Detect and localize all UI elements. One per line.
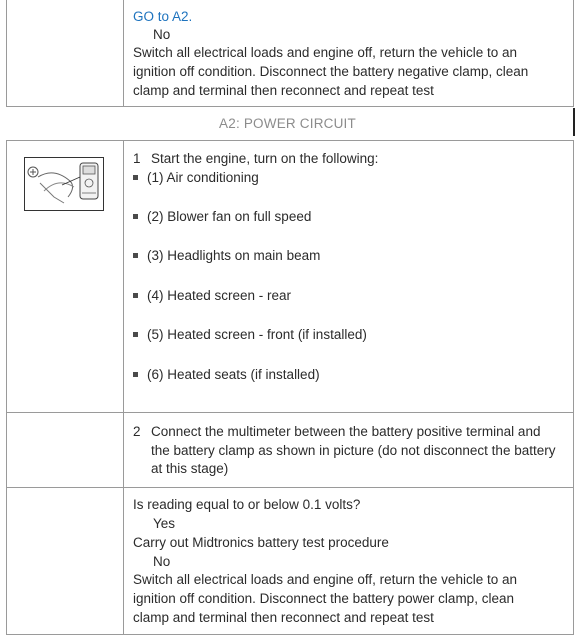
table-border [6, 634, 574, 635]
step-1-text [133, 149, 378, 168]
bullet-icon [133, 175, 138, 180]
table-border [573, 0, 574, 107]
no-label: No [153, 27, 171, 42]
bullet-icon [133, 253, 138, 258]
instruction-line: ignition off condition. Disconnect the battery negative clamp, clean [133, 64, 529, 79]
instruction-line: clamp and terminal then reconnect and repeat test [133, 83, 434, 98]
yes-action-text: Carry out Midtronics battery test procedure [133, 535, 389, 550]
step-2-line: at this stage) [151, 461, 229, 476]
no-label: No [153, 554, 171, 569]
table-border [6, 0, 7, 107]
list-item: (3) Headlights on main beam [133, 246, 320, 265]
bullet-icon [133, 332, 138, 337]
table-border [6, 106, 574, 107]
table-border [6, 412, 574, 413]
multimeter-diagram-image[interactable] [24, 157, 104, 211]
bullet-icon [133, 214, 138, 219]
table-border [6, 487, 574, 488]
goto-a2-link[interactable]: GO to A2. [133, 9, 193, 24]
table-border [6, 140, 7, 635]
instruction-line: Switch all electrical loads and engine off, return the vehicle to an [133, 45, 517, 60]
bullet-icon [133, 372, 138, 377]
instruction-line: Switch all electrical loads and engine off, return the vehicle to an [133, 572, 517, 587]
edge-mark [573, 108, 575, 136]
table-border [123, 140, 124, 635]
yes-label: Yes [153, 516, 176, 531]
question-text: Is reading equal to or below 0.1 volts? [133, 497, 361, 512]
table-border [123, 0, 124, 107]
instruction-line: clamp and terminal then reconnect and repeat test [133, 610, 434, 625]
step-number: 1 [133, 151, 141, 166]
instruction-line: ignition off condition. Disconnect the battery power clamp, clean [133, 591, 514, 606]
section-title: A2: POWER CIRCUIT [0, 111, 575, 137]
step-number: 2 [133, 424, 141, 439]
step-2-line: 2 Connect the multimeter between the battery positive terminal and [133, 424, 541, 439]
table-border [573, 140, 574, 635]
step-1-instruction: Start the engine, turn on the following: [151, 151, 379, 166]
list-item: (5) Heated screen - front (if installed) [133, 325, 367, 344]
bullet-icon [133, 293, 138, 298]
list-item: (4) Heated screen - rear [133, 286, 291, 305]
list-item: (6) Heated seats (if installed) [133, 365, 320, 384]
list-item: (1) Air conditioning [133, 168, 259, 187]
step-2-line: the battery clamp as shown in picture (do not disconnect the battery [151, 443, 556, 458]
table-border [6, 140, 574, 141]
list-item: (2) Blower fan on full speed [133, 207, 311, 226]
